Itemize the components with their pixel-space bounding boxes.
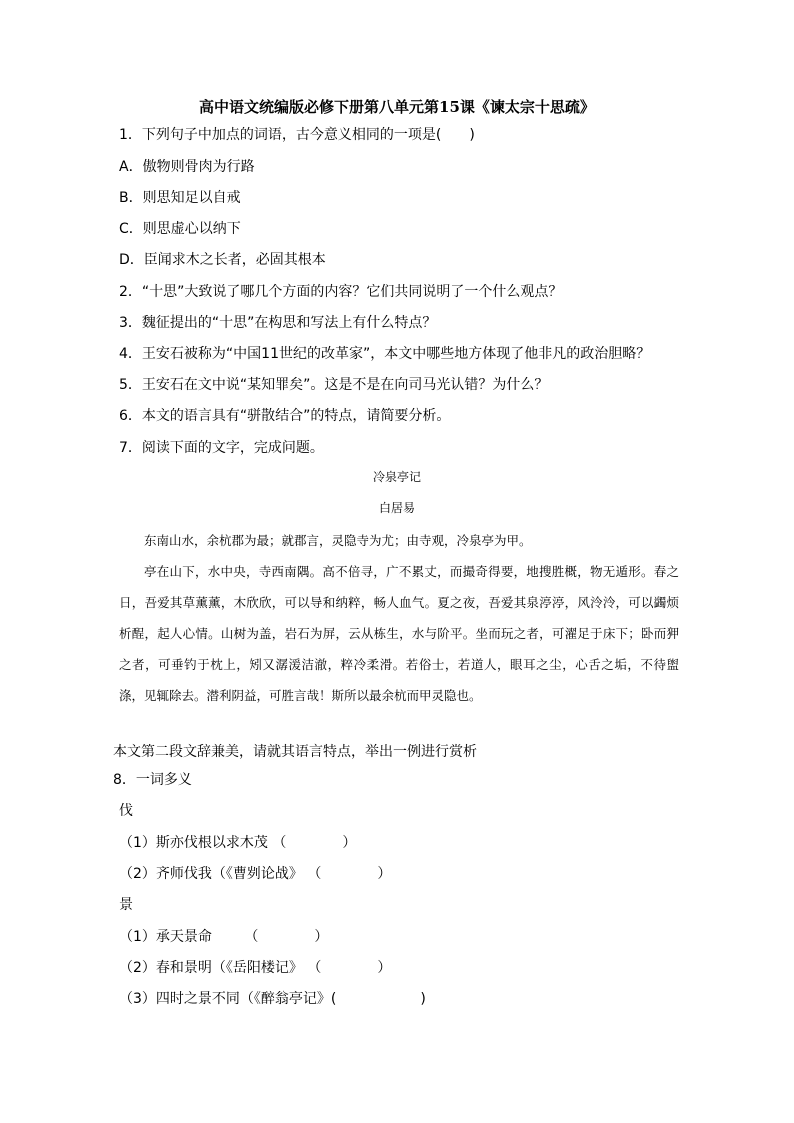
question-8-heading: 8．一词多义 [113,772,192,788]
question-8-word-2-sentence-2: （2）春和景明（《岳阳楼记》 （ ） [119,960,392,976]
passage-title: 冷泉亭记 [372,470,421,484]
question-7: 7．阅读下面的文字，完成问题。 [119,440,324,456]
question-1-option-a: A．傲物则骨肉为行路 [119,159,255,175]
question-8-word-1-sentence-1: （1）斯亦伐根以求木茂 （ ） [119,835,357,851]
question-6: 6．本文的语言具有“骈散结合”的特点，请简要分析。 [119,408,451,424]
question-2: 2．“十思”大致说了哪几个方面的内容？它们共同说明了一个什么观点？ [119,284,563,300]
question-8-word-2-sentence-1: （1）承天景命 （ ） [119,929,329,945]
passage-author: 白居易 [378,501,415,515]
question-1-option-d: D．臣闻求木之长者，必固其根本 [119,252,326,268]
question-7-prompt: 本文第二段文辞兼美，请就其语言特点，举出一例进行赏析 [113,744,477,760]
question-8-word-1: 伐 [119,803,133,819]
question-5: 5．王安石在文中说“某知罪矣”。这是不是在向司马光认错？为什么？ [119,377,549,393]
question-1: 1．下列句子中加点的词语，古今意义相同的一项是( ) [119,127,475,143]
question-8-word-1-sentence-2: （2）齐师伐我（《曹刿论战》 （ ） [119,866,392,882]
document-title: 高中语文统编版必修下册第八单元第15课《谏太宗十思疏》 [199,98,595,116]
question-1-option-c: C．则思虚心以纳下 [119,221,241,237]
question-4: 4．王安石被称为“中国11世纪的改革家”，本文中哪些地方体现了他非凡的政治胆略？ [119,346,651,362]
question-3: 3．魏征提出的“十思”在构思和写法上有什么特点？ [119,315,437,331]
passage-paragraph-1: 东南山水，余杭郡为最；就郡言，灵隐寺为尤；由寺观，冷泉亭为甲。 [144,533,532,548]
passage-body [119,525,679,711]
question-8-word-2-sentence-3: （3）四时之景不同（《醉翁亭记》( ) [119,991,426,1007]
passage-paragraph-2: 亭在山下，水中央，寺西南隅。高不倍寻，广不累丈，而撮奇得要，地搜胜概，物无遁形。春之日，吾爱其草薰薰，木欣欣，可以导和纳粹，畅人血气。夏之夜，吾爱其泉渟渟，风泠泠，可以蠲烦析酲，起人心情。山树为盖，岩石为屏，云从栋生，水与阶平。坐而玩之者，可濯足于床下；卧而狎之者，可垂钓于枕上，矧又潺湲洁澈，粹冷柔滑。若俗士，若道人，眼耳之尘，心舌之垢，不待盥涤，见辄除去。潜利阴益，可胜言哉！斯所以最余杭而甲灵隐也。 [119,564,679,703]
question-1-option-b: B．则思知足以自戒 [119,190,241,206]
question-8-word-2: 景 [119,897,133,913]
